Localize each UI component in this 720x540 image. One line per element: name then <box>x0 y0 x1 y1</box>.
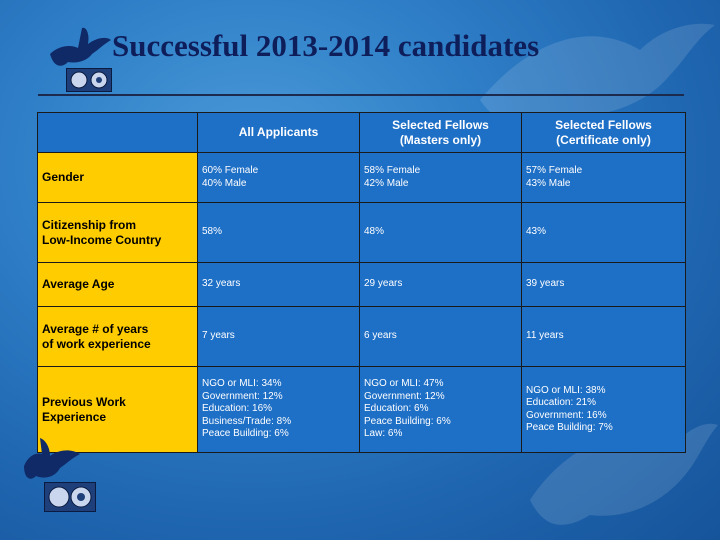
table-cell: NGO or MLI: 47% Government: 12% Education: 6% Peace Building: 6% Law: 6% <box>360 367 522 453</box>
table-cell: 6 years <box>360 307 522 367</box>
table-cell: 39 years <box>522 263 686 307</box>
table-cell: 58% <box>198 203 360 263</box>
row-label: Average Age <box>38 263 198 307</box>
rotary-seal-icon <box>44 482 96 512</box>
table-header-row <box>38 113 686 153</box>
title-divider <box>38 94 684 96</box>
table-cell: 11 years <box>522 307 686 367</box>
table-row <box>38 367 686 453</box>
header-masters: Selected Fellows (Masters only) <box>360 113 522 153</box>
row-label: Previous Work Experience <box>38 367 198 453</box>
rotary-seal-icon <box>66 68 112 92</box>
table-cell: NGO or MLI: 38% Education: 21% Government: 16% Peace Building: 7% <box>522 367 686 453</box>
table-row <box>38 307 686 367</box>
table-cell: 57% Female 43% Male <box>522 153 686 203</box>
table-cell: 58% Female 42% Male <box>360 153 522 203</box>
table-cell: 60% Female 40% Male <box>198 153 360 203</box>
dove-logo-icon <box>20 436 84 486</box>
dove-logo-bottom <box>20 436 84 491</box>
table-cell: 32 years <box>198 263 360 307</box>
table-cell: 29 years <box>360 263 522 307</box>
candidates-table <box>37 112 686 453</box>
row-label: Citizenship from Low-Income Country <box>38 203 198 263</box>
table-cell: NGO or MLI: 34% Government: 12% Education: 16% Business/Trade: 8% Peace Building: 6% <box>198 367 360 453</box>
table-cell: 48% <box>360 203 522 263</box>
page-title: Successful 2013-2014 candidates <box>112 28 540 63</box>
header-certificate: Selected Fellows (Certificate only) <box>522 113 686 153</box>
table-cell: 7 years <box>198 307 360 367</box>
table-row <box>38 263 686 307</box>
table-row <box>38 203 686 263</box>
row-label: Average # of years of work experience <box>38 307 198 367</box>
table-cell: 43% <box>522 203 686 263</box>
header-corner-cell <box>38 113 198 153</box>
table-row <box>38 153 686 203</box>
header-all-applicants: All Applicants <box>198 113 360 153</box>
row-label: Gender <box>38 153 198 203</box>
dove-logo <box>48 24 112 77</box>
dove-logo-icon <box>48 24 112 72</box>
